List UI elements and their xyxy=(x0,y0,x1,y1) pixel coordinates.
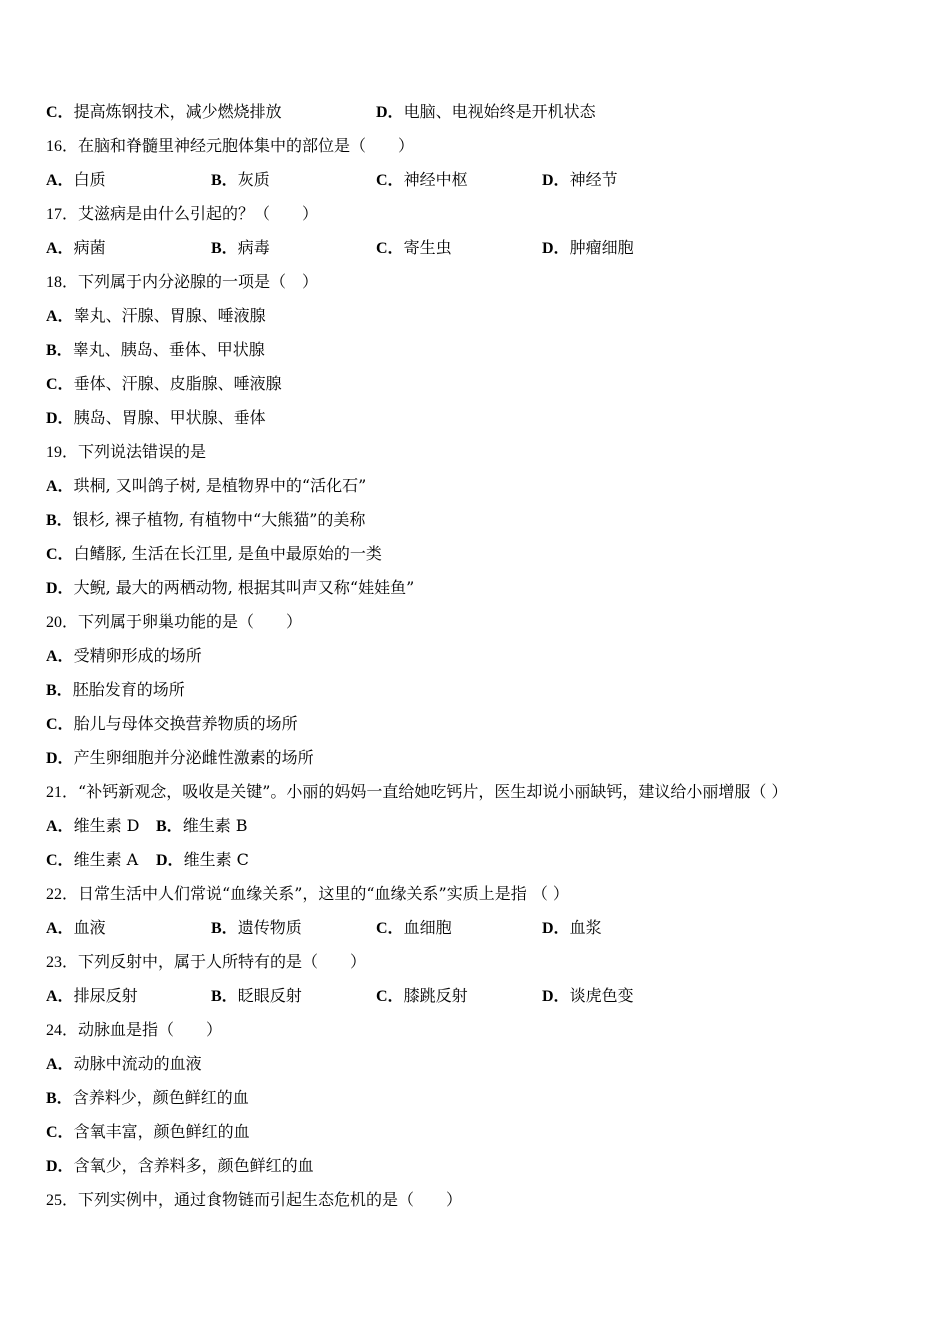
option-text: 眨眼反射 xyxy=(237,986,302,1005)
option-text: 病菌 xyxy=(73,238,106,257)
option-label: D． xyxy=(46,580,74,597)
question-text: 日常生活中人们常说“血缘关系”，这里的“血缘关系”实质上是指 （ ） xyxy=(78,884,569,903)
q20-option-d xyxy=(46,748,314,769)
option-text: 白鳍豚, 生活在长江里, 是鱼中最原始的一类 xyxy=(73,544,382,563)
option-label: C． xyxy=(376,240,404,257)
option-text: 寄生虫 xyxy=(403,238,452,257)
option-text: 维生素 D xyxy=(73,816,140,835)
q23-option-b xyxy=(211,986,302,1007)
option-text: 白质 xyxy=(73,170,106,189)
q24-option-b xyxy=(46,1088,249,1109)
option-text: 血浆 xyxy=(569,918,602,937)
option-label: D． xyxy=(46,1158,74,1175)
question-text: 动脉血是指（ ） xyxy=(78,1020,223,1039)
q15-option-c xyxy=(46,102,282,123)
option-text: 垂体、汗腺、皮脂腺、唾液腺 xyxy=(73,374,282,393)
option-text: 肿瘤细胞 xyxy=(569,238,634,257)
option-text: 珙桐, 又叫鸽子树, 是植物界中的“活化石” xyxy=(73,476,367,495)
q22-option-c xyxy=(376,918,452,939)
option-label: D． xyxy=(542,988,570,1005)
q22-stem xyxy=(46,884,569,905)
q24-option-a xyxy=(46,1054,202,1075)
q19-option-c xyxy=(46,544,382,565)
option-label: D． xyxy=(542,240,570,257)
q16-stem xyxy=(46,136,414,157)
option-label: A． xyxy=(46,308,74,325)
option-label: A． xyxy=(46,240,74,257)
q23-option-a xyxy=(46,986,138,1007)
option-label: C． xyxy=(46,546,74,563)
option-label: C． xyxy=(376,172,404,189)
q23-option-d xyxy=(542,986,634,1007)
question-text: 在脑和脊髓里神经元胞体集中的部位是（ ） xyxy=(78,136,415,155)
option-text: 维生素 C xyxy=(183,850,249,869)
question-number: 25． xyxy=(46,1192,79,1209)
option-label: A． xyxy=(46,172,74,189)
option-label: B． xyxy=(156,818,183,835)
option-text: 血细胞 xyxy=(403,918,452,937)
option-text: 灰质 xyxy=(237,170,270,189)
option-label: C． xyxy=(376,920,404,937)
q18-option-a xyxy=(46,306,266,327)
q17-option-c xyxy=(376,238,452,259)
option-text: 胚胎发育的场所 xyxy=(72,680,185,699)
option-text: 胎儿与母体交换营养物质的场所 xyxy=(73,714,298,733)
q19-option-b xyxy=(46,510,365,531)
option-text: 膝跳反射 xyxy=(403,986,468,1005)
option-label: B． xyxy=(46,512,73,529)
q16-option-a xyxy=(46,170,106,191)
question-number: 20． xyxy=(46,614,79,631)
q20-option-b xyxy=(46,680,185,701)
q16-option-d xyxy=(542,170,618,191)
option-label: B． xyxy=(46,1090,73,1107)
option-text: 电脑、电视始终是开机状态 xyxy=(403,102,596,121)
q24-option-c xyxy=(46,1122,250,1143)
option-label: C． xyxy=(46,852,74,869)
option-label: D． xyxy=(46,410,74,427)
option-label: B． xyxy=(211,920,238,937)
q22-option-a xyxy=(46,918,106,939)
q19-stem xyxy=(46,442,206,463)
question-number: 22． xyxy=(46,886,79,903)
question-text: 下列实例中，通过食物链而引起生态危机的是（ ） xyxy=(78,1190,463,1209)
option-label: B． xyxy=(211,240,238,257)
q17-option-d xyxy=(542,238,634,259)
option-text: 胰岛、胃腺、甲状腺、垂体 xyxy=(73,408,266,427)
option-text: 睾丸、汗腺、胃腺、唾液腺 xyxy=(73,306,266,325)
q24-stem xyxy=(46,1020,222,1041)
q17-option-a xyxy=(46,238,106,259)
option-label: B． xyxy=(46,682,73,699)
option-label: C． xyxy=(46,1124,74,1141)
option-label: C． xyxy=(46,376,74,393)
q18-option-b xyxy=(46,340,265,361)
option-text: 血液 xyxy=(73,918,106,937)
option-label: D． xyxy=(542,172,570,189)
option-text: 睾丸、胰岛、垂体、甲状腺 xyxy=(72,340,265,359)
q18-stem xyxy=(46,272,318,293)
option-text: 产生卵细胞并分泌雌性激素的场所 xyxy=(73,748,314,767)
question-number: 19． xyxy=(46,444,79,461)
option-label: B． xyxy=(46,342,73,359)
option-text: 神经中枢 xyxy=(403,170,468,189)
option-label: A． xyxy=(46,648,74,665)
option-text: 病毒 xyxy=(237,238,270,257)
q22-option-d xyxy=(542,918,602,939)
option-text: 神经节 xyxy=(569,170,618,189)
question-number: 18． xyxy=(46,274,79,291)
option-label: B． xyxy=(211,988,238,1005)
q21-stem xyxy=(46,782,787,803)
option-label: B． xyxy=(211,172,238,189)
option-label: D． xyxy=(376,104,404,121)
question-text: 下列说法错误的是 xyxy=(78,442,207,461)
option-text: 排尿反射 xyxy=(73,986,138,1005)
option-label: A． xyxy=(46,920,74,937)
q17-stem xyxy=(46,204,318,225)
option-label: A． xyxy=(46,818,74,835)
q18-option-d xyxy=(46,408,266,429)
option-text: 维生素 B xyxy=(182,816,248,835)
option-label: D． xyxy=(156,852,184,869)
option-label: A． xyxy=(46,478,74,495)
q20-stem xyxy=(46,612,302,633)
q21-option-d xyxy=(156,850,249,871)
q21-option-c xyxy=(46,850,138,871)
q16-option-b xyxy=(211,170,270,191)
question-text: 下列属于内分泌腺的一项是（ ） xyxy=(78,272,319,291)
option-label: C． xyxy=(376,988,404,1005)
q19-option-a xyxy=(46,476,366,497)
question-number: 21． xyxy=(46,784,79,801)
question-number: 24． xyxy=(46,1022,79,1039)
q15-option-d xyxy=(376,102,596,123)
q20-option-c xyxy=(46,714,298,735)
option-text: 银杉, 裸子植物, 有植物中“大熊猫”的美称 xyxy=(72,510,366,529)
question-number: 23． xyxy=(46,954,79,971)
option-text: 含氧少，含养料多，颜色鲜红的血 xyxy=(73,1156,314,1175)
option-label: C． xyxy=(46,104,74,121)
option-label: A． xyxy=(46,1056,74,1073)
q22-option-b xyxy=(211,918,302,939)
option-text: 大鲵, 最大的两栖动物, 根据其叫声又称“娃娃鱼” xyxy=(73,578,415,597)
option-text: 受精卵形成的场所 xyxy=(73,646,202,665)
question-number: 17． xyxy=(46,206,79,223)
option-text: 谈虎色变 xyxy=(569,986,634,1005)
option-text: 含养料少，颜色鲜红的血 xyxy=(72,1088,249,1107)
option-text: 动脉中流动的血液 xyxy=(73,1054,202,1073)
q24-option-d xyxy=(46,1156,314,1177)
q21-option-b xyxy=(156,816,248,837)
q17-option-b xyxy=(211,238,270,259)
option-text: 含氧丰富，颜色鲜红的血 xyxy=(73,1122,250,1141)
q18-option-c xyxy=(46,374,282,395)
question-text: 下列属于卵巢功能的是（ ） xyxy=(78,612,303,631)
q23-option-c xyxy=(376,986,468,1007)
option-text: 维生素 A xyxy=(73,850,139,869)
q16-option-c xyxy=(376,170,468,191)
q23-stem xyxy=(46,952,366,973)
option-label: C． xyxy=(46,716,74,733)
option-label: D． xyxy=(542,920,570,937)
q25-stem xyxy=(46,1190,462,1211)
q19-option-d xyxy=(46,578,414,599)
question-text: “补钙新观念，吸收是关键”。小丽的妈妈一直给她吃钙片，医生却说小丽缺钙，建议给小丽增服（ ） xyxy=(78,782,788,801)
option-label: D． xyxy=(46,750,74,767)
option-text: 提高炼钢技术，减少燃烧排放 xyxy=(73,102,282,121)
option-label: A． xyxy=(46,988,74,1005)
question-text: 艾滋病是由什么引起的？（ ） xyxy=(78,204,319,223)
q20-option-a xyxy=(46,646,202,667)
question-number: 16． xyxy=(46,138,79,155)
option-text: 遗传物质 xyxy=(237,918,302,937)
question-text: 下列反射中，属于人所特有的是（ ） xyxy=(78,952,367,971)
q21-option-a xyxy=(46,816,139,837)
